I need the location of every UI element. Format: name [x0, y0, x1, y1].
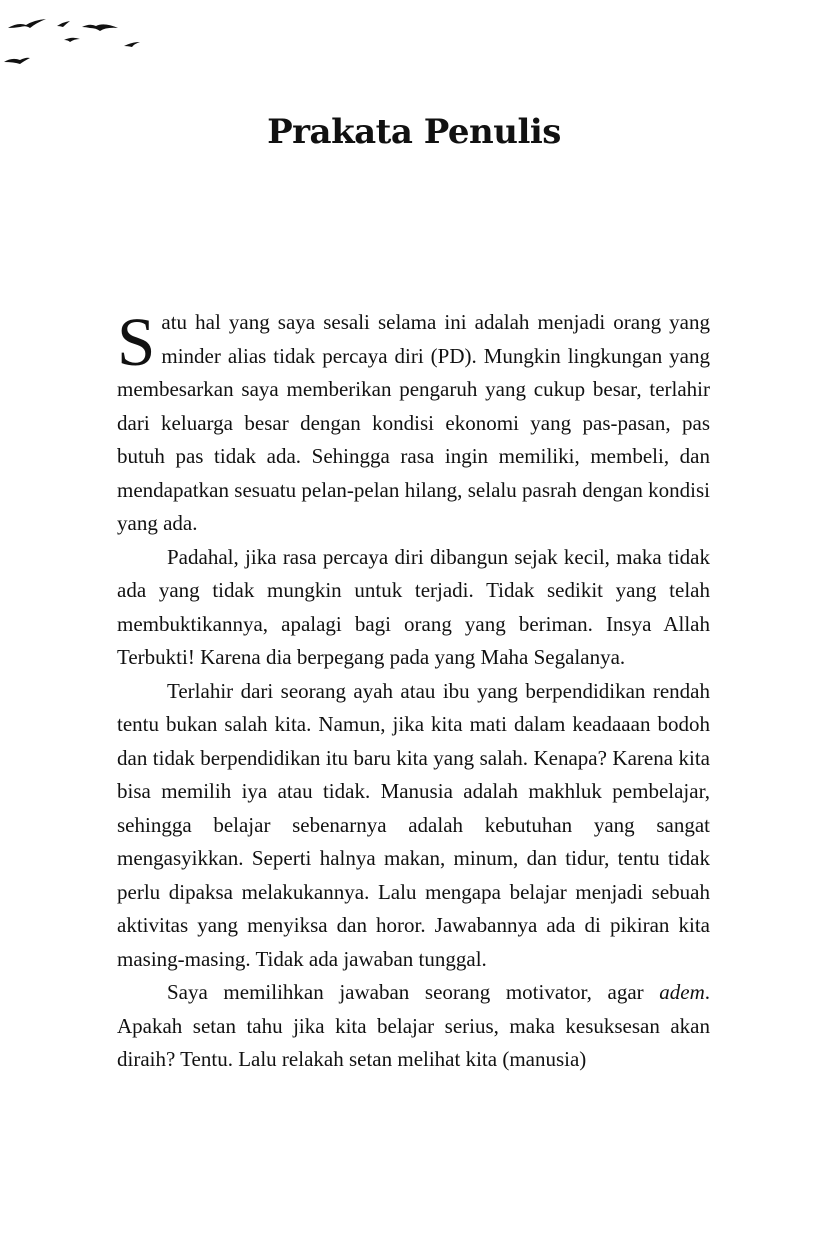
paragraph-1-text: atu hal yang saya sesali selama ini adalah menjadi orang yang minder alias tidak percaya diri (PD). Mungkin lingkungan yang membesarkan saya memberikan pengaruh yang cukup besar, terlahir dari keluarga besar dengan kondisi ekonomi yang pas-pasan, pas butuh pas tidak ada. Sehingga rasa ingin memiliki, membeli, dan mendapatkan sesuatu pelan-pelan hilang, selalu pasrah dengan kondisi yang ada.: [117, 310, 710, 535]
paragraph-4: [117, 976, 710, 1077]
paragraph-2: Padahal, jika rasa percaya diri dibangun sejak kecil, maka tidak ada yang tidak mungkin untuk terjadi. Tidak sedikit yang telah membuktikannya, apalagi bagi orang yang beriman. Insya Allah Terbukti! Karena dia berpegang pada yang Maha Segalanya.: [117, 544, 710, 669]
page-title: Prakata Penulis: [267, 112, 561, 152]
paragraph-4-text-before: Saya memilihkan jawaban seorang motivator, agar: [167, 980, 660, 1004]
paragraph-1: [117, 306, 710, 541]
paragraph-4-text-after: . Apakah setan tahu jika kita belajar serius, maka kesuksesan akan diraih? Tentu. Lalu relakah setan melihat kita (manusia): [117, 980, 710, 1071]
flying-birds-icon: [0, 0, 160, 80]
body-text: [117, 306, 710, 1077]
paragraph-4-emphasis: adem: [659, 980, 705, 1004]
drop-cap: S: [117, 304, 156, 380]
paragraph-3: Terlahir dari seorang ayah atau ibu yang berpendidikan rendah tentu bukan salah kita. Namun, jika kita mati dalam keadaaan bodoh dan tidak berpendidikan itu baru kita yang salah. Kenapa? Karena kita bisa memilih iya atau tidak. Manusia adalah makhluk pembelajar, sehingga belajar sebenarnya adalah kebutuhan yang sangat mengasyikkan. Seperti halnya makan, minum, dan tidur, tentu tidak perlu dipaksa melakukannya. Lalu mengapa belajar menjadi sebuah aktivitas yang menyiksa dan horor. Jawabannya ada di pikiran kita masing-masing. Tidak ada jawaban tunggal.: [117, 678, 710, 971]
